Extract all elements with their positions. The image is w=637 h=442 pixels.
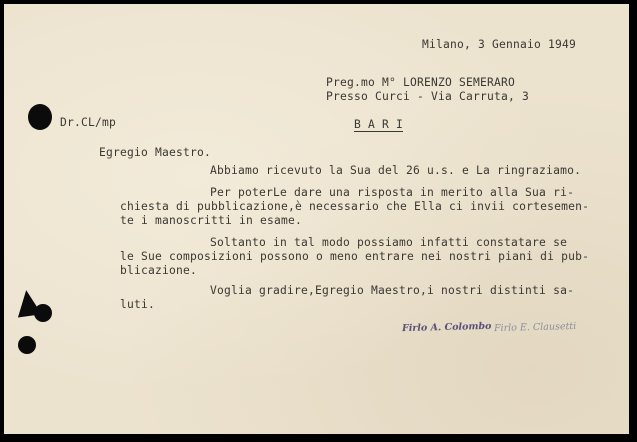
body-line: te i manoscritti in esame. (120, 214, 303, 227)
body-line: le Sue composizioni possono o meno entrare nei nostri piani di pub- (120, 250, 590, 263)
body-line: Per poterLe dare una risposta in merito alla Sua ri- (210, 186, 575, 199)
body-line: Voglia gradire,Egregio Maestro,i nostri distinti sa- (210, 284, 575, 297)
body-line: luti. (120, 298, 156, 311)
body-line: blicazione. (120, 264, 198, 277)
body-line: Soltanto in tal modo possiamo infatti constatare se (210, 236, 568, 249)
punch-hole-bottom (18, 336, 36, 354)
recipient-name: Preg.mo M° LORENZO SEMERARO (326, 76, 516, 89)
letter-sheet (4, 4, 629, 434)
punch-hole-top (28, 104, 52, 130)
reference-code: Dr.CL/mp (60, 116, 117, 129)
letter-date: Milano, 3 Gennaio 1949 (422, 38, 577, 51)
salutation: Egregio Maestro. (99, 146, 212, 159)
signature-clausetti: Firlo E. Clausetti (493, 320, 577, 335)
recipient-city-text: B A R I (354, 118, 404, 131)
signature-colombo: Firlo A. Colombo (401, 320, 492, 335)
body-line: Abbiamo ricevuto la Sua del 26 u.s. e La ringraziamo. (210, 164, 582, 177)
recipient-address: Presso Curci - Via Carruta, 3 (326, 90, 530, 103)
recipient-city (326, 104, 403, 146)
body-line: chiesta di pubblicazione,è necessario che Ella ci invii cortesemen- (120, 200, 590, 213)
punch-hole-middle-dot (34, 304, 52, 322)
